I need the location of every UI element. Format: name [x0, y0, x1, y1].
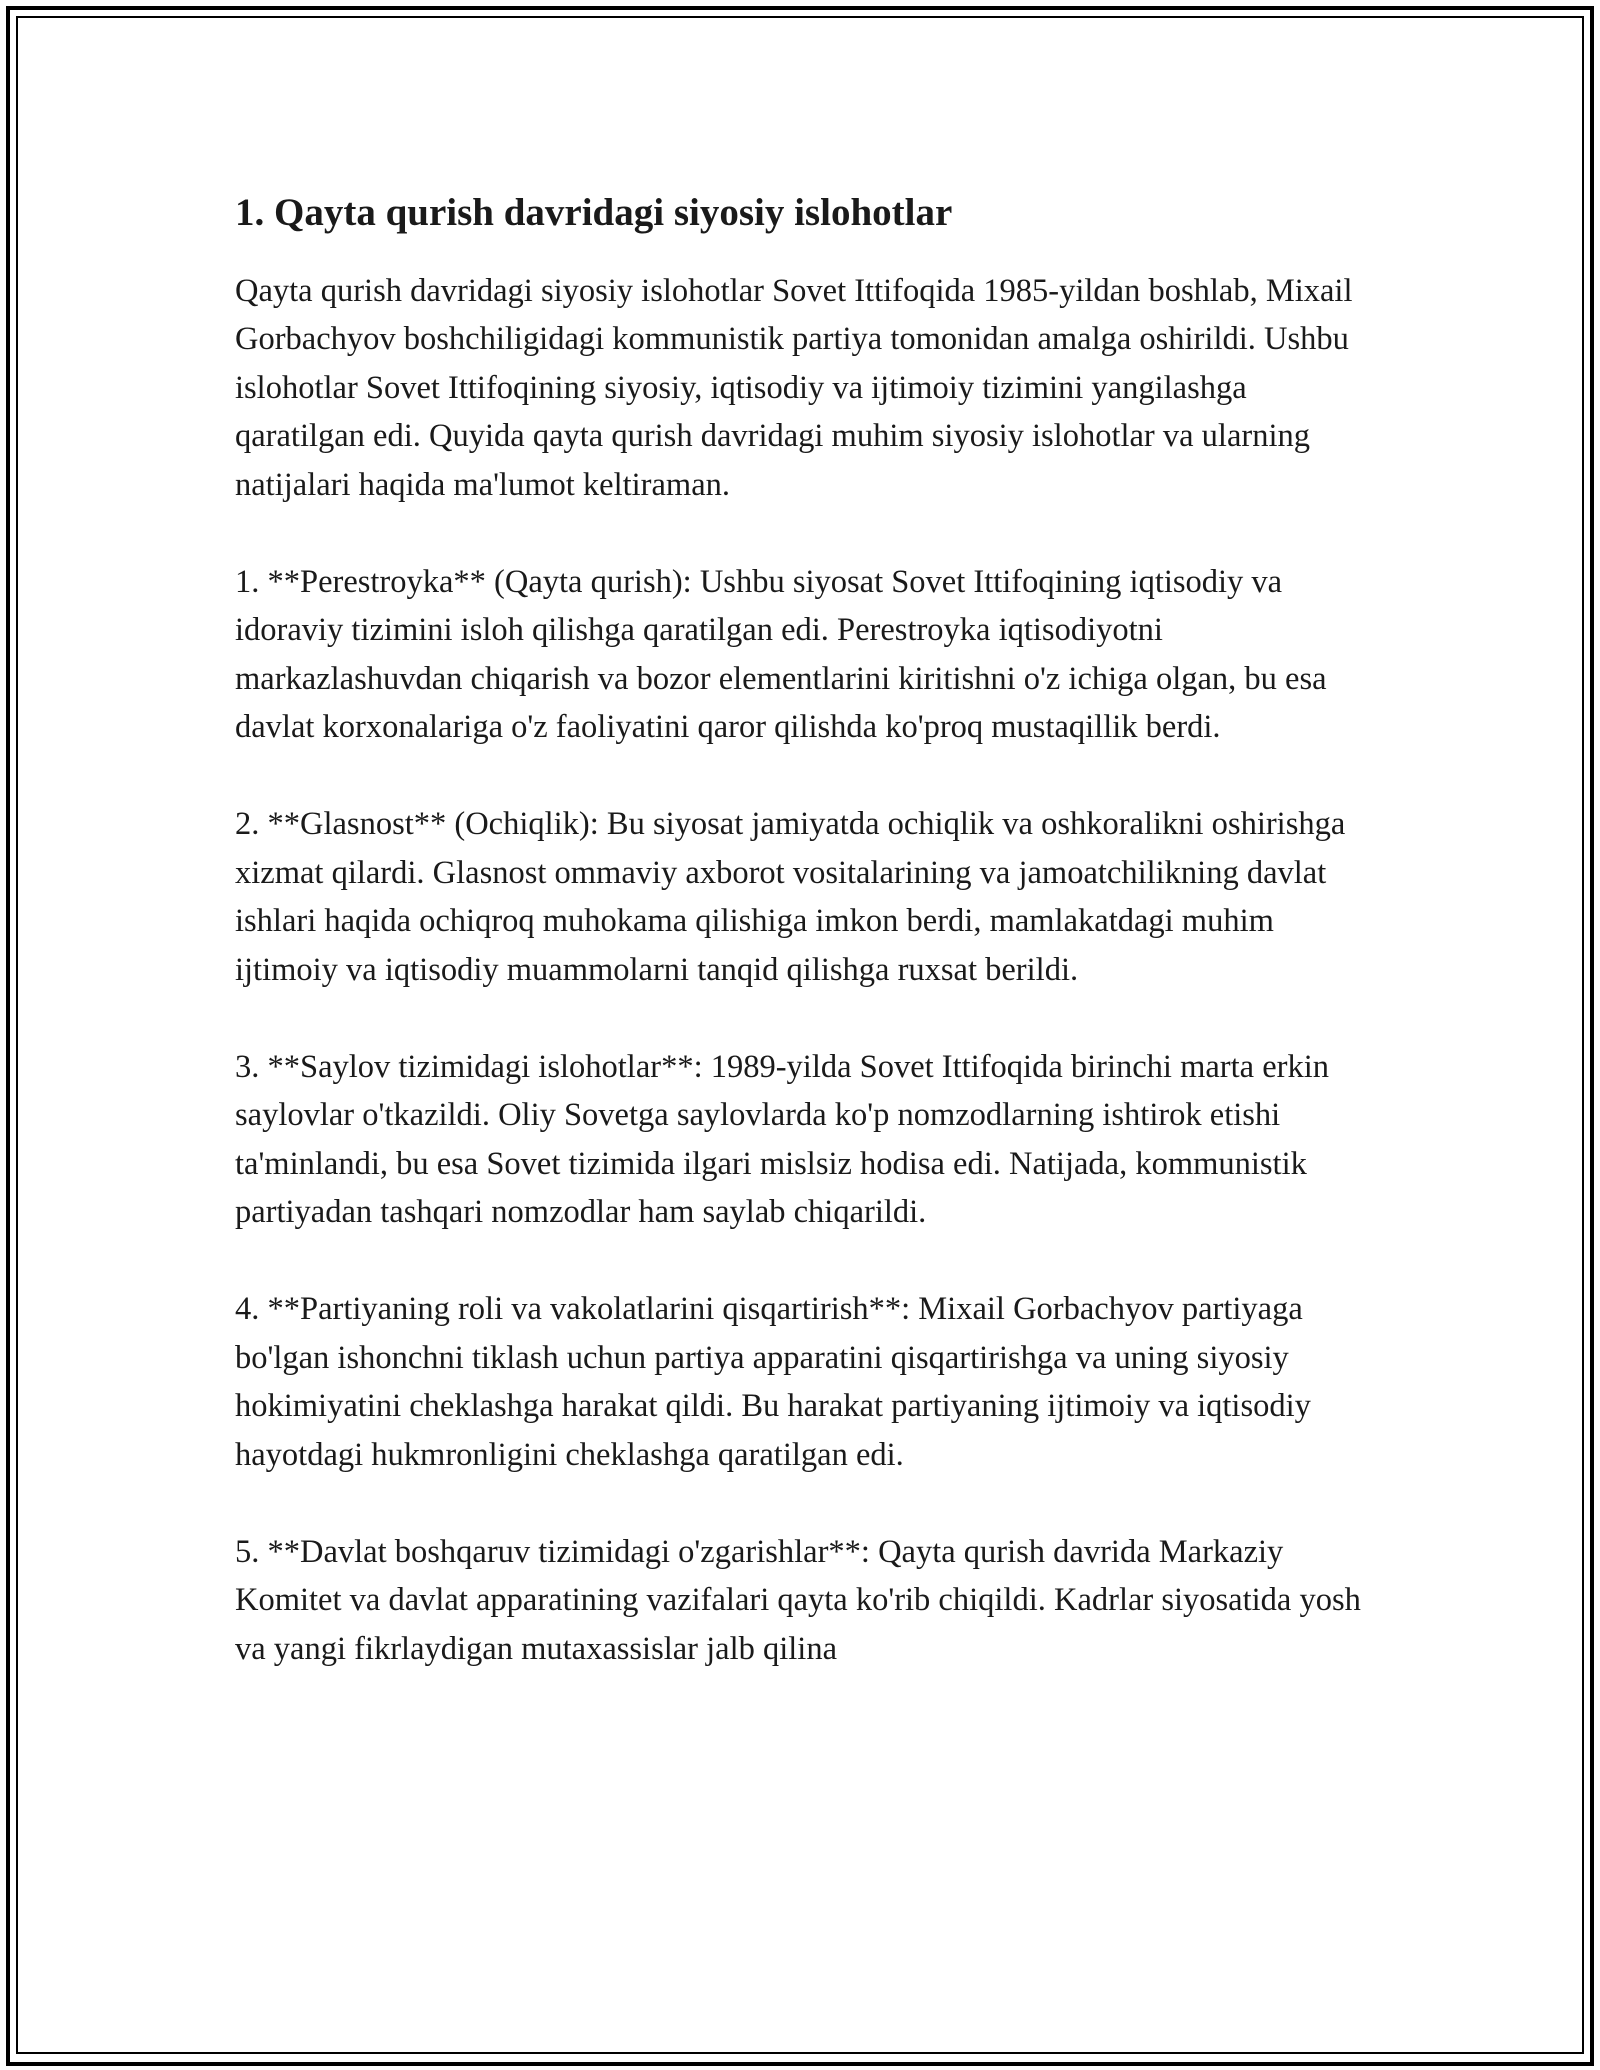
paragraph-election-reforms: 3. **Saylov tizimidagi islohotlar**: 1989-yilda Sovet Ittifoqida birinchi marta erkin saylovlar o'tkazildi. Oliy Sovetga saylovlarda ko'p nomzodlarning ishtirok etishi ta'minlandi, bu esa Sovet tizimida ilgari mislsiz hodisa edi. Natijada, kommunistik partiyadan tashqari nomzodlar ham saylab chiqarildi.	[235, 1048, 1329, 1231]
paragraph-party-role: 4. **Partiyaning roli va vakolatlarini qisqartirish**: Mixail Gorbachyov partiyaga bo'lgan ishonchni tiklash uchun partiya apparatini qisqartirishga va uning siyosiy hokimiyatini cheklashga harakat qildi. Bu harakat partiyaning ijtimoiy va iqtisodiy hayotdagi hukmronligini cheklashga qaratilgan edi.	[235, 1291, 1311, 1473]
paragraph-glasnost: 2. **Glasnost** (Ochiqlik): Bu siyosat jamiyatda ochiqlik va oshkoralikni oshirishga xizmat qilardi. Glasnost ommaviy axborot vositalarining va jamoatchilikning davlat ishlari haqida ochiqroq muhokama qilishiga imkon berdi, mamlakatdagi muhim ijtimoiy va iqtisodiy muammolarni tanqid qilishga ruxsat berildi.	[235, 806, 1346, 988]
paragraph-state-governance: 5. **Davlat boshqaruv tizimidagi o'zgarishlar**: Qayta qurish davrida Markaziy Komitet va davlat apparatining vazifalari qayta ko'rib chiqildi. Kadrlar siyosatida yosh va yangi fikrlaydigan mutaxassislar jalb qilina	[235, 1533, 1361, 1667]
intro-paragraph: Qayta qurish davridagi siyosiy islohotlar Sovet Ittifoqida 1985-yildan boshlab, Mixail Gorbachyov boshchiligidagi kommunistik partiya tomonidan amalga oshirildi. Ushbu islohotlar Sovet Ittifoqining siyosiy, iqtisodiy va ijtimoiy tizimini yangilashga qaratilgan edi. Quyida qayta qurish davridagi muhim siyosiy islohotlar va ularning natijalari haqida ma'lumot keltiraman.	[235, 272, 1353, 503]
document-body	[235, 188, 1375, 1722]
document-title: 1. Qayta qurish davridagi siyosiy islohotlar	[235, 191, 953, 234]
paragraph-perestroyka: 1. **Perestroyka** (Qayta qurish): Ushbu siyosat Sovet Ittifoqining iqtisodiy va idoraviy tizimini isloh qilishga qaratilgan edi. Perestroyka iqtisodiyotni markazlashuvdan chiqarish va bozor elementlarini kiritishni o'z ichiga olgan, bu esa davlat korxonalariga o'z faoliyatini qaror qilishda ko'proq mustaqillik berdi.	[235, 563, 1327, 746]
